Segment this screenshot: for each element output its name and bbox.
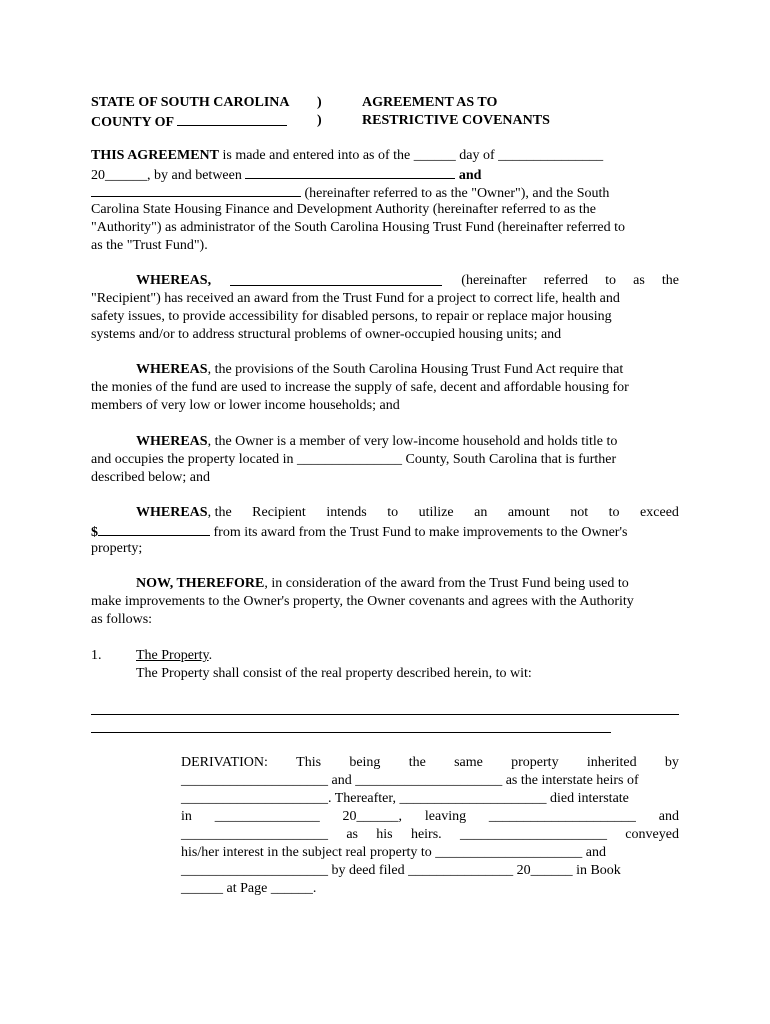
property-description-line-2[interactable] — [91, 732, 611, 733]
section-number: 1. — [91, 648, 102, 663]
owner-name-blank[interactable] — [91, 183, 301, 197]
derivation-line-5[interactable]: _____________________ as his heirs. _____________________ conveyed — [181, 827, 679, 842]
section-heading: The Property — [136, 648, 209, 663]
agreement-title-line2: RESTRICTIVE COVENANTS — [362, 113, 550, 128]
agreement-title-line1: AGREEMENT AS TO — [362, 95, 498, 110]
caption-header — [91, 94, 691, 130]
county-blank[interactable] — [177, 112, 287, 126]
now-therefore-paragraph: NOW, THEREFORE, in consideration of the award from the Trust Fund being used to make improvements to the Owner's property, the Owner covenants and agrees with the Authority as follows: — [91, 576, 634, 627]
agreement-lead: THIS AGREEMENT — [91, 148, 219, 163]
recipient-name-blank[interactable] — [245, 165, 455, 179]
derivation-line-4[interactable]: in _______________ 20______, leaving _____________________ and — [181, 809, 679, 824]
state-label: STATE OF SOUTH CAROLINA — [91, 95, 290, 110]
whereas-owner-paragraph: WHEREAS, the Owner is a member of very low-income household and holds title to and occupies the property located in _______________ County, South Carolina that is further described below; and — [91, 434, 618, 485]
caption-paren: ) — [317, 113, 322, 128]
caption-paren: ) — [317, 95, 322, 110]
property-description-line-1[interactable] — [91, 714, 679, 715]
whereas-amount-paragraph: WHEREAS, the Recipient intends to utilize an amount not to exceed $ from its award from the Trust Fund to make improvements to the Owner's property; — [91, 505, 679, 556]
intro-paragraph: THIS AGREEMENT is made and entered into as of the ______ day of _______________ 20______, by and between and (hereinafter referred to as the "Owner"), and the South Carolina State Housing Finance and Development Authority (hereinafter referred to as the "Authority") as administrator of the South Carolina Housing Trust Fund (hereinafter referred to as the "Trust Fund"). — [91, 148, 625, 253]
recipient-blank[interactable] — [230, 272, 442, 286]
section-1: 1. The Property. The Property shall consist of the real property described herein, to wit: — [91, 648, 532, 681]
derivation-paragraph: DERIVATION: This being the same property inherited by _____________________ and _____________________ as the interstate heirs of _____________________. Thereafter, _____________________ died interstate in _______________ 20______, leaving _____________________ and _____________________ as his heirs. _____________________ conveyed his/her interest in the subject real property to _____________________ and _____________________ by deed filed _______________ 20______ in Book ______ at Page ______. — [181, 755, 679, 896]
derivation-line-1: DERIVATION: This being the same property inherited by — [181, 755, 679, 770]
whereas-recipient-paragraph: WHEREAS, (hereinafter referred to as the "Recipient") has received an award from the Trust Fund for a project to correct life, health and safety issues, to provide accessibility for disabled persons, to repair or replace major housing systems and/or to address structural problems of owner-occupied housing units; and — [91, 273, 679, 342]
whereas-act-paragraph: WHEREAS, the provisions of the South Carolina Housing Trust Fund Act require that the monies of the fund are used to increase the supply of safe, decent and affordable housing for members of very low or lower income households; and — [91, 362, 629, 413]
county-label: COUNTY OF — [91, 112, 287, 132]
amount-blank[interactable] — [98, 522, 210, 536]
